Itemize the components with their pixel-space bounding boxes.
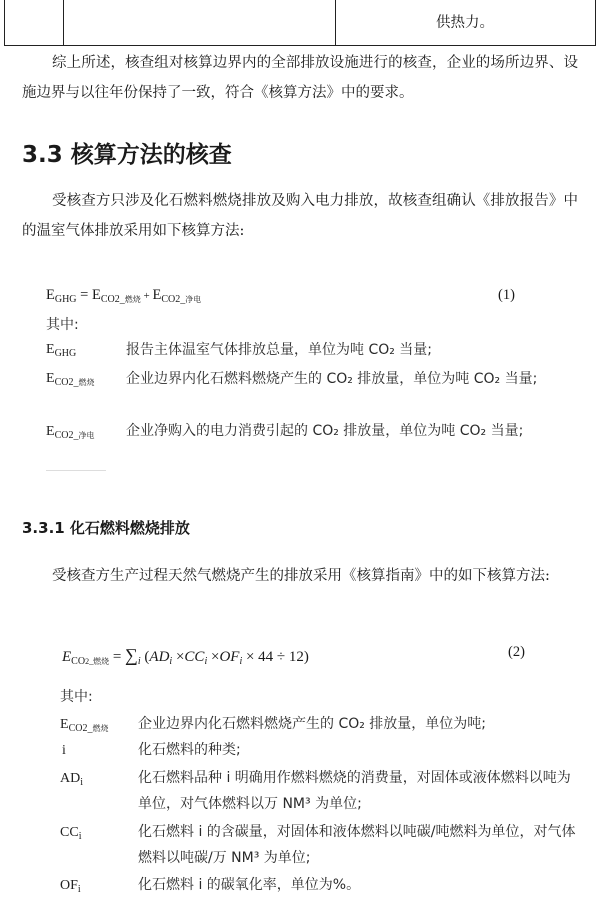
paragraph-method-intro: 受核查方只涉及化石燃料燃烧排放及购入电力排放，故核查组确认《排放报告》中的温室气体排放采用如下核算方法:	[22, 193, 578, 239]
equation-1: $E_{GHG} = E_{CO2\_燃烧} + E_{CO2\_净电}$	[46, 287, 202, 305]
symbol-E-CO2-burn: $E_{CO2\_燃烧}$	[46, 371, 95, 388]
symbol-i: i	[62, 743, 66, 758]
definition-E-CO2-elec: 企业净购入的电力消费引起的 CO₂ 排放量，单位为吨 CO₂ 当量;	[126, 423, 524, 439]
divider	[46, 470, 106, 471]
table-cell: 供热力。	[436, 15, 494, 31]
symbol-E-GHG: $E_{GHG}$	[46, 342, 77, 359]
where-label: 其中:	[46, 317, 79, 333]
symbol-E-CO2-burn: $E_{CO2\_燃烧}$	[60, 717, 109, 734]
definition-CC-i: 化石燃料 i 的含碳量，对固体和液体燃料以吨碳/吨燃料为单位，对气体燃料以吨碳/万 NM³ 为单位;	[138, 824, 576, 866]
definition-E-CO2-burn: 企业边界内化石燃料燃烧产生的 CO₂ 排放量，单位为吨 CO₂ 当量;	[126, 371, 538, 387]
equation-number-1: (1)	[498, 287, 515, 303]
definition-E-CO2-burn: 企业边界内化石燃料燃烧产生的 CO₂ 排放量，单位为吨;	[138, 716, 487, 732]
definition-AD-i: 化石燃料品种 i 明确用作燃料燃烧的消费量，对固体或液体燃料以吨为单位，对气体燃料以万 NM³ 为单位;	[138, 770, 571, 812]
section-heading-3-3: 3.3 核算方法的核查	[22, 142, 232, 168]
definition-OF-i: 化石燃料 i 的碳氧化率，单位为%。	[138, 877, 361, 893]
equation-number-2: (2)	[508, 644, 525, 660]
definition-i: 化石燃料的种类;	[138, 742, 241, 758]
paragraph-boundary-conclusion: 综上所述，核查组对核算边界内的全部排放设施进行的核查，企业的场所边界、设施边界与以往年份保持了一致，符合《核算方法》中的要求。	[22, 55, 578, 101]
symbol-CC-i: $CC_i$	[60, 825, 82, 842]
symbol-OF-i: $OF_i$	[60, 878, 81, 895]
definition-E-GHG: 报告主体温室气体排放总量，单位为吨 CO₂ 当量;	[126, 342, 433, 358]
section-heading-3-3-1: 3.3.1 化石燃料燃烧排放	[22, 519, 190, 537]
symbol-AD-i: $AD_i$	[60, 771, 84, 788]
table-cell	[63, 0, 336, 45]
equation-2: $E_{CO2\_燃烧} = \sum_i$ $(AD_i \times CC_i \times OF_i \times 44 \div 12)$	[62, 645, 309, 667]
paragraph-fossil-intro: 受核查方生产过程天然气燃烧产生的排放采用《核算指南》中的如下核算方法:	[52, 568, 550, 584]
table-fragment	[4, 0, 596, 46]
where-label: 其中:	[60, 689, 93, 705]
table-cell	[5, 0, 64, 45]
symbol-E-CO2-elec: $E_{CO2\_净电}$	[46, 424, 95, 441]
